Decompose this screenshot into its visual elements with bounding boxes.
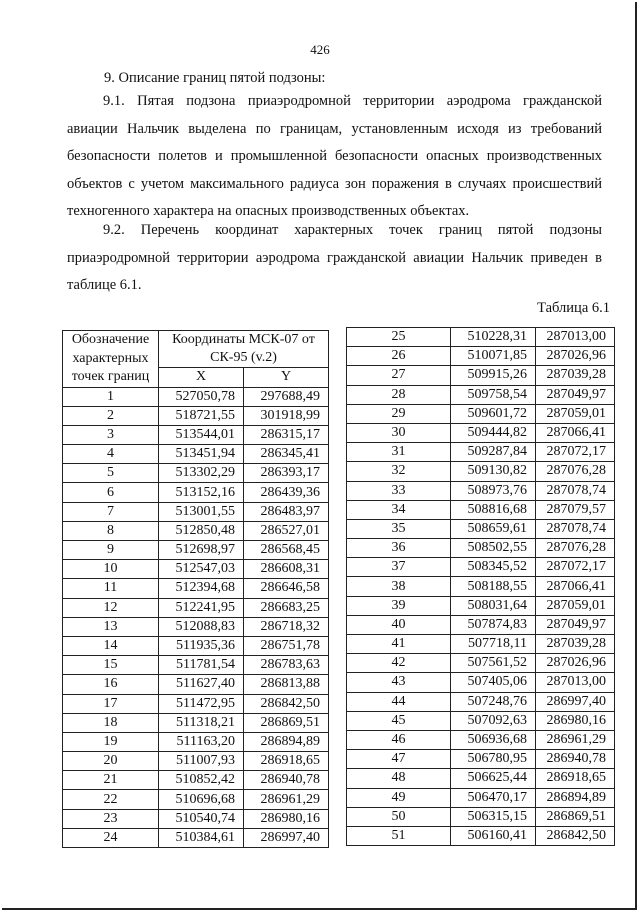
y-coordinate: 286842,50: [244, 694, 329, 713]
table-caption: Таблица 6.1: [537, 300, 610, 316]
table-row: [63, 656, 329, 675]
x-coordinate: 509915,26: [451, 366, 536, 385]
y-coordinate: 286568,45: [244, 541, 329, 560]
point-number: 16: [63, 675, 159, 694]
table-row: [347, 347, 615, 366]
table-row: [347, 423, 615, 442]
coordinates-table-left: [62, 330, 329, 848]
table-row: [347, 462, 615, 481]
table-row: [63, 636, 329, 655]
y-coordinate: 286345,41: [244, 445, 329, 464]
x-coordinate: 510071,85: [451, 347, 536, 366]
point-number: 46: [347, 730, 451, 749]
x-coordinate: 512547,03: [159, 560, 244, 579]
x-coordinate: 511163,20: [159, 732, 244, 751]
point-number: 8: [63, 521, 159, 540]
x-coordinate: 508973,76: [451, 481, 536, 500]
x-coordinate: 507405,06: [451, 673, 536, 692]
table-row: [347, 385, 615, 404]
point-number: 45: [347, 711, 451, 730]
y-coordinate: 286439,36: [244, 483, 329, 502]
point-number: 20: [63, 752, 159, 771]
point-number: 33: [347, 481, 451, 500]
y-coordinate: 287039,28: [536, 635, 615, 654]
y-coordinate: 286608,31: [244, 560, 329, 579]
y-coordinate: 286894,89: [244, 732, 329, 751]
y-coordinate: 286980,16: [244, 809, 329, 828]
x-coordinate: 511935,36: [159, 636, 244, 655]
point-number: 37: [347, 558, 451, 577]
x-coordinate: 512698,97: [159, 541, 244, 560]
table-row: [63, 617, 329, 636]
paragraph-9-2: 9.2. Перечень координат характерных точек границ пятой подзоны приаэродромной территории аэродрома гражданской авиации Нальчик приведен в таблице 6.1.: [67, 222, 602, 293]
point-number: 15: [63, 656, 159, 675]
point-number: 19: [63, 732, 159, 751]
x-coordinate: 510228,31: [451, 328, 536, 347]
table-row: [63, 598, 329, 617]
point-number: 41: [347, 635, 451, 654]
point-number: 47: [347, 750, 451, 769]
table-row: [63, 809, 329, 828]
x-coordinate: 506160,41: [451, 826, 536, 845]
table-row: [347, 328, 615, 347]
table-row: [347, 711, 615, 730]
x-coordinate: 510852,42: [159, 771, 244, 790]
table-row: [63, 828, 329, 847]
y-coordinate: 287026,96: [536, 347, 615, 366]
x-coordinate: 506315,15: [451, 807, 536, 826]
point-number: 39: [347, 596, 451, 615]
y-coordinate: 286751,78: [244, 636, 329, 655]
y-coordinate: 286961,29: [244, 790, 329, 809]
x-column-header: X: [159, 368, 244, 387]
table-row: [347, 615, 615, 634]
table-row: [347, 654, 615, 673]
x-coordinate: 513152,16: [159, 483, 244, 502]
x-coordinate: 512241,95: [159, 598, 244, 617]
x-coordinate: 507718,11: [451, 635, 536, 654]
coordinates-column-header: Координаты МСК-07 от СК-95 (v.2): [159, 331, 329, 368]
x-coordinate: 506625,44: [451, 769, 536, 788]
point-number: 43: [347, 673, 451, 692]
table-row: [63, 406, 329, 425]
x-coordinate: 507092,63: [451, 711, 536, 730]
table-row: [63, 541, 329, 560]
y-coordinate: 287026,96: [536, 654, 615, 673]
x-coordinate: 508502,55: [451, 539, 536, 558]
table-row: [63, 521, 329, 540]
table-row: [347, 539, 615, 558]
point-number: 9: [63, 541, 159, 560]
y-coordinate: 287078,74: [536, 519, 615, 538]
point-number: 32: [347, 462, 451, 481]
table-row: [63, 464, 329, 483]
table-row: [347, 366, 615, 385]
y-coordinate: 286813,88: [244, 675, 329, 694]
point-number: 29: [347, 404, 451, 423]
point-number: 6: [63, 483, 159, 502]
y-coordinate: 287013,00: [536, 673, 615, 692]
y-coordinate: 287049,97: [536, 615, 615, 634]
point-number: 50: [347, 807, 451, 826]
point-number: 14: [63, 636, 159, 655]
point-column-header: Обозначение характерных точек границ: [63, 331, 159, 388]
table-row: [63, 425, 329, 444]
point-number: 23: [63, 809, 159, 828]
table-row: [63, 387, 329, 406]
x-coordinate: 510384,61: [159, 828, 244, 847]
point-number: 26: [347, 347, 451, 366]
table-row: [63, 771, 329, 790]
y-coordinate: 286718,32: [244, 617, 329, 636]
table-row: [347, 750, 615, 769]
table-row: [63, 675, 329, 694]
x-coordinate: 506936,68: [451, 730, 536, 749]
point-number: 10: [63, 560, 159, 579]
table-row: [347, 788, 615, 807]
table-row: [347, 635, 615, 654]
x-coordinate: 511007,93: [159, 752, 244, 771]
point-number: 48: [347, 769, 451, 788]
x-coordinate: 509601,72: [451, 404, 536, 423]
y-coordinate: 287013,00: [536, 328, 615, 347]
table-row: [347, 577, 615, 596]
y-coordinate: 287072,17: [536, 443, 615, 462]
point-number: 12: [63, 598, 159, 617]
y-coordinate: 287059,01: [536, 596, 615, 615]
point-number: 24: [63, 828, 159, 847]
table-row: [347, 443, 615, 462]
point-number: 35: [347, 519, 451, 538]
point-number: 38: [347, 577, 451, 596]
y-coordinate: 287049,97: [536, 385, 615, 404]
x-coordinate: 512394,68: [159, 579, 244, 598]
table-row: [63, 752, 329, 771]
x-coordinate: 510540,74: [159, 809, 244, 828]
section-heading: 9. Описание границ пятой подзоны:: [104, 70, 326, 86]
point-number: 13: [63, 617, 159, 636]
point-number: 5: [63, 464, 159, 483]
y-coordinate: 287076,28: [536, 462, 615, 481]
y-coordinate: 286940,78: [244, 771, 329, 790]
table-row: [63, 732, 329, 751]
y-coordinate: 286869,51: [536, 807, 615, 826]
y-coordinate: 286997,40: [244, 828, 329, 847]
y-coordinate: 287078,74: [536, 481, 615, 500]
table-row: [63, 445, 329, 464]
y-coordinate: 286918,65: [536, 769, 615, 788]
x-coordinate: 511472,95: [159, 694, 244, 713]
point-number: 34: [347, 500, 451, 519]
table-row: [347, 481, 615, 500]
x-coordinate: 508031,64: [451, 596, 536, 615]
x-coordinate: 506470,17: [451, 788, 536, 807]
table-row: [63, 713, 329, 732]
x-coordinate: 518721,55: [159, 406, 244, 425]
x-coordinate: 511318,21: [159, 713, 244, 732]
point-number: 51: [347, 826, 451, 845]
paragraph-9-1: 9.1. Пятая подзона приаэродромной территории аэродрома гражданской авиации Нальчик выделена по границам, установленным исходя из требований безопасности полетов и промышленной безопасности опасных производственных объектов с учетом максимального радиуса зон поражения в случаях происшествий техногенного характера на опасных производственных объектах.: [67, 93, 602, 219]
point-number: 17: [63, 694, 159, 713]
table-row: [63, 579, 329, 598]
x-coordinate: 508816,68: [451, 500, 536, 519]
x-coordinate: 509444,82: [451, 423, 536, 442]
point-number: 36: [347, 539, 451, 558]
x-coordinate: 510696,68: [159, 790, 244, 809]
x-coordinate: 527050,78: [159, 387, 244, 406]
y-column-header: Y: [244, 368, 329, 387]
y-coordinate: 286842,50: [536, 826, 615, 845]
table-body-left: [63, 387, 329, 848]
point-number: 3: [63, 425, 159, 444]
x-coordinate: 509287,84: [451, 443, 536, 462]
table-row: [347, 730, 615, 749]
table-body-right: [347, 328, 615, 846]
table-row: [63, 790, 329, 809]
y-coordinate: 287059,01: [536, 404, 615, 423]
table-row: [347, 558, 615, 577]
y-coordinate: 301918,99: [244, 406, 329, 425]
y-coordinate: 286980,16: [536, 711, 615, 730]
page-number: 426: [310, 42, 330, 57]
table-row: [347, 404, 615, 423]
point-number: 27: [347, 366, 451, 385]
point-number: 21: [63, 771, 159, 790]
x-coordinate: 511627,40: [159, 675, 244, 694]
y-coordinate: 286997,40: [536, 692, 615, 711]
x-coordinate: 508345,52: [451, 558, 536, 577]
y-coordinate: 287039,28: [536, 366, 615, 385]
point-number: 1: [63, 387, 159, 406]
x-coordinate: 508188,55: [451, 577, 536, 596]
point-number: 18: [63, 713, 159, 732]
x-coordinate: 513302,29: [159, 464, 244, 483]
coordinates-table-right: [346, 327, 615, 846]
table-row: [63, 694, 329, 713]
y-coordinate: 297688,49: [244, 387, 329, 406]
y-coordinate: 286646,58: [244, 579, 329, 598]
y-coordinate: 286527,01: [244, 521, 329, 540]
y-coordinate: 286315,17: [244, 425, 329, 444]
y-coordinate: 287076,28: [536, 539, 615, 558]
table-row: [347, 519, 615, 538]
point-number: 28: [347, 385, 451, 404]
table-row: [63, 560, 329, 579]
y-coordinate: 287079,57: [536, 500, 615, 519]
x-coordinate: 513001,55: [159, 502, 244, 521]
y-coordinate: 287066,41: [536, 423, 615, 442]
table-row: [63, 483, 329, 502]
y-coordinate: 286940,78: [536, 750, 615, 769]
y-coordinate: 287072,17: [536, 558, 615, 577]
table-row: [347, 692, 615, 711]
x-coordinate: 506780,95: [451, 750, 536, 769]
table-row: [347, 673, 615, 692]
point-number: 2: [63, 406, 159, 425]
x-coordinate: 512850,48: [159, 521, 244, 540]
point-number: 31: [347, 443, 451, 462]
point-number: 44: [347, 692, 451, 711]
point-number: 4: [63, 445, 159, 464]
y-coordinate: 286783,63: [244, 656, 329, 675]
table-row: [347, 807, 615, 826]
point-number: 42: [347, 654, 451, 673]
x-coordinate: 507874,83: [451, 615, 536, 634]
y-coordinate: 286961,29: [536, 730, 615, 749]
x-coordinate: 509758,54: [451, 385, 536, 404]
x-coordinate: 508659,61: [451, 519, 536, 538]
y-coordinate: 286483,97: [244, 502, 329, 521]
x-coordinate: 513451,94: [159, 445, 244, 464]
point-number: 11: [63, 579, 159, 598]
x-coordinate: 513544,01: [159, 425, 244, 444]
point-number: 22: [63, 790, 159, 809]
y-coordinate: 286869,51: [244, 713, 329, 732]
x-coordinate: 511781,54: [159, 656, 244, 675]
x-coordinate: 507561,52: [451, 654, 536, 673]
x-coordinate: 512088,83: [159, 617, 244, 636]
point-number: 7: [63, 502, 159, 521]
point-number: 40: [347, 615, 451, 634]
point-number: 49: [347, 788, 451, 807]
table-row: [347, 596, 615, 615]
point-number: 25: [347, 328, 451, 347]
y-coordinate: 286683,25: [244, 598, 329, 617]
table-row: [347, 826, 615, 845]
y-coordinate: 286393,17: [244, 464, 329, 483]
x-coordinate: 509130,82: [451, 462, 536, 481]
point-number: 30: [347, 423, 451, 442]
y-coordinate: 287066,41: [536, 577, 615, 596]
y-coordinate: 286918,65: [244, 752, 329, 771]
table-row: [347, 769, 615, 788]
x-coordinate: 507248,76: [451, 692, 536, 711]
table-row: [63, 502, 329, 521]
y-coordinate: 286894,89: [536, 788, 615, 807]
table-row: [347, 500, 615, 519]
